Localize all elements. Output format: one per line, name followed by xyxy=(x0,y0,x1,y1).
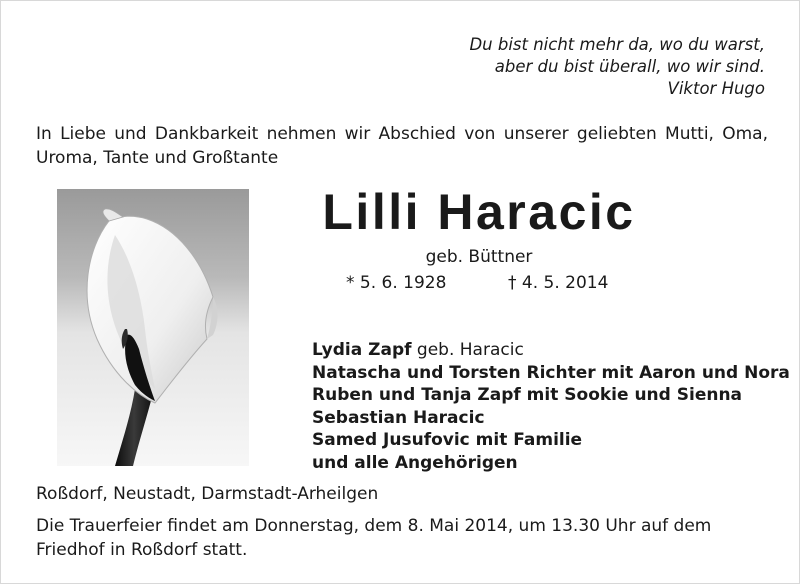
mourner-name: Ruben und Tanja Zapf mit Sookie und Sienna xyxy=(312,385,743,405)
mourner-line xyxy=(312,429,790,452)
funeral-info: Die Trauerfeier findet am Donnerstag, dem 8. Mai 2014, um 13.30 Uhr auf dem Friedhof in Roßdorf statt. xyxy=(36,516,712,560)
place-line: Roßdorf, Neustadt, Darmstadt-Arheilgen xyxy=(36,484,379,504)
mourners-list xyxy=(312,339,790,474)
maiden-name: geb. Büttner xyxy=(425,247,533,267)
mourner-name: Sebastian Haracic xyxy=(312,407,485,428)
quote-line-2: aber du bist überall, wo wir sind. xyxy=(494,57,765,76)
quote-line-1: Du bist nicht mehr da, wo du warst, xyxy=(469,35,765,54)
quote-author: Viktor Hugo xyxy=(667,79,765,98)
mourner-line xyxy=(312,362,790,385)
mourner-line xyxy=(312,339,790,362)
mourner-line xyxy=(312,452,790,475)
mourner-name: Natascha und Torsten Richter mit Aaron und Nora xyxy=(312,362,790,383)
mourner-note: geb. Haracic xyxy=(411,340,524,360)
intro-text: In Liebe und Dankbarkeit nehmen wir Abschied von unserer geliebten Mutti, Oma, Uroma, Tante und Großtante xyxy=(36,124,768,168)
deceased-name: Lilli Haracic xyxy=(322,184,636,240)
epigraph-quote xyxy=(469,34,765,100)
birth-date: * 5. 6. 1928 xyxy=(346,273,447,293)
mourner-line xyxy=(312,384,790,407)
mourner-name: und alle Angehörigen xyxy=(312,452,518,473)
calla-lily-photo xyxy=(57,189,249,466)
mourner-name: Samed Jusufovic mit Familie xyxy=(312,430,583,450)
mourner-line xyxy=(312,407,790,430)
death-date: † 4. 5. 2014 xyxy=(508,273,609,293)
mourner-name: Lydia Zapf xyxy=(312,340,412,360)
